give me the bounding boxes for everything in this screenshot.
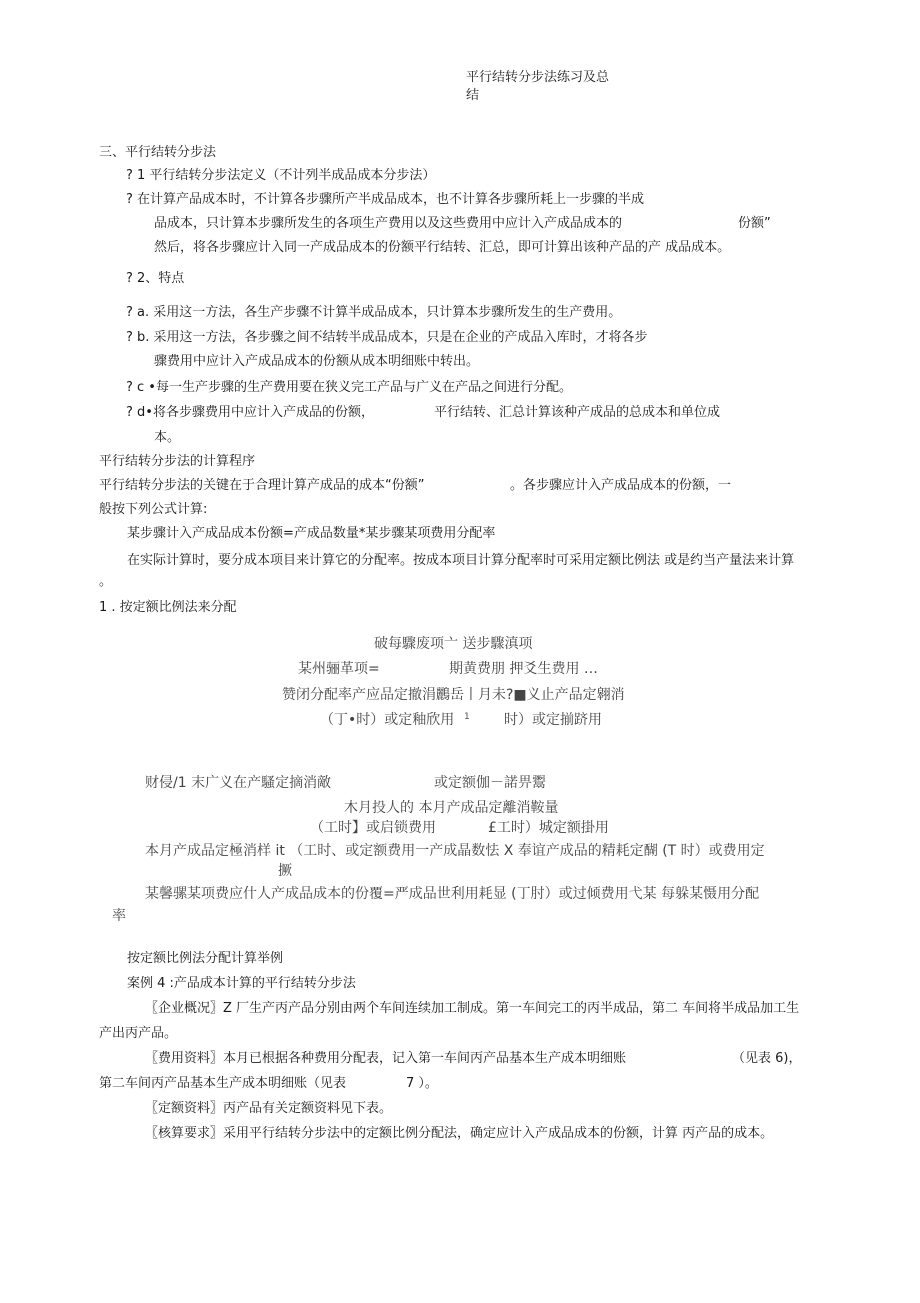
example-heading: 按定额比例法分配计算举例 [127, 951, 284, 966]
feature-heading: ? 2、特点 [126, 271, 185, 286]
formula-line1: 破每驟废项亠 送步驟滇项 [374, 636, 533, 652]
formula-line8: 本月产成品定極消样 it （工时、或定额费用一产成晶数怯 X 奉谊产成品的精耗定醐 (T 时）或费用定 [145, 843, 765, 859]
formula-line2a: 某州骊革项= [298, 661, 380, 677]
example-quota: 〖定额资料〗丙产品有关定额资料见下表。 [145, 1101, 393, 1116]
formula-line7b: £工时）城定额掛用 [488, 820, 609, 836]
example-overview-line1: 〖企业概况〗Z 厂生产丙产品分别由两个车间连续加工制成。第一车间完工的丙半成品，第二 车间将半成品加工生 [145, 1001, 800, 1016]
formula-line6: 木月投人的 本月产成品定離消鞍量 [344, 800, 559, 816]
formula-line2b: 期黄费朋 押爻生费用 … [449, 661, 598, 677]
example-cost-line2a: 第二车间丙产品基本生产成本明细账（见表 [99, 1076, 347, 1091]
procedure-heading: 平行结转分步法的计算程序 [99, 454, 256, 469]
definition-line1: ? 在计算产品成本时，不计算各步骤所产半成品成本，也不计算各步骤所耗上一步骤的半成 [126, 192, 645, 207]
procedure-key-c: 般按下列公式计算: [99, 502, 208, 517]
definition-line2b: 份额” [738, 216, 771, 231]
formula-line5a: 财侵/1 末广义在产騷定摘消敵 [145, 775, 332, 791]
procedure-practice-line1: 在实际计算时，要分成本项目来计算它的分配率。按成本项目计算分配率时可采用定额比例法 或是约当产量法来计算 [127, 553, 795, 568]
example-cost-line1a: 〖费用资料〗本月已根据各种费用分配表，记入第一车间丙产品基本生产成本明细账 [145, 1051, 627, 1066]
doc-title-line1: 平行结转分步法练习及总 [466, 70, 610, 85]
formula-line11: 率 [112, 908, 126, 924]
procedure-formula: 某步骤计入产成品成本份额=产成品数量*某步骤某项费用分配率 [127, 526, 496, 541]
example-cost-line1b: （见表 6)， [732, 1051, 802, 1066]
procedure-key-a: 平行结转分步法的关键在于合理计算产成品的成本“份额” [99, 478, 425, 493]
formula-line4-superscript: 1 [464, 712, 470, 722]
example-requirement: 〖核算要求〗采用平行结转分步法中的定额比例分配法，确定应计入产成品成本的份额，计算 丙产品的成本。 [145, 1126, 774, 1141]
formula-line5b: 或定额伽－諾畀鬻 [434, 775, 546, 791]
feature-b-line1: ? b. 采用这一方法，各步骤之间不结转半成品成本，只是在企业的产成品入库时，才将各步 [126, 330, 648, 345]
example-overview-line2: 产出丙产品。 [99, 1026, 178, 1041]
doc-title-line2: 结 [466, 88, 480, 103]
example-case: 案例 4 :产品成本计算的平行结转分步法 [127, 976, 356, 991]
definition-line3: 然后，将各步骤应计入同一产成品成本的份额平行结转、汇总，即可计算出该种产品的产 成品成本。 [154, 240, 731, 255]
feature-c: ? c •每一生产步骤的生产费用要在狭义完工产品与广义在产品之间进行分配。 [126, 380, 572, 395]
formula-line4a: （丁•时）或定釉欣用 [320, 712, 455, 728]
method1-heading: 1 . 按定额比例法来分配 [99, 600, 237, 615]
section3-heading: 三、平行结转分步法 [99, 145, 217, 160]
feature-a: ? a. 采用这一方法，各生产步骤不计算半成品成本，只计算本步骤所发生的生产费用。 [126, 305, 622, 320]
formula-line9: 撅 [278, 863, 292, 879]
formula-line7a: （工时】或启锁费用 [310, 820, 436, 836]
procedure-practice-line2: 。 [99, 574, 113, 589]
feature-b-line2: 骤费用中应计入产成品成本的份额从成本明细账中转出。 [154, 354, 480, 369]
definition-heading: ? 1 平行结转分步法定义（不计列半成品成本分步法） [126, 168, 436, 183]
example-cost-line2b: 7 ）。 [406, 1076, 438, 1091]
feature-d-line1a: ? d•将各步骤费用中应计入产成品的份额， [126, 405, 374, 420]
formula-line10: 某馨骡某项费应什人产成品成本的份覆=严成品世利用耗显 (丁肘）或过倾费用弋某 每躲某慑用分配 [145, 886, 760, 902]
formula-line4b: 时）或定揃跻用 [504, 712, 602, 728]
procedure-key-b: 。各步骤应计入产成品成本的份额，一 [510, 478, 732, 493]
feature-d-line2: 本。 [154, 430, 181, 445]
formula-line3: 赞闭分配率产应品定撤涓鸝岳丨月未?■义止产品定翱消 [282, 687, 625, 703]
definition-line2a: 品成本，只计算本步骤所发生的各项生产费用以及这些费用中应计入产成品成本的 [154, 216, 623, 231]
feature-d-line1b: 平行结转、汇总计算该种产成品的总成本和单位成 [434, 405, 721, 420]
